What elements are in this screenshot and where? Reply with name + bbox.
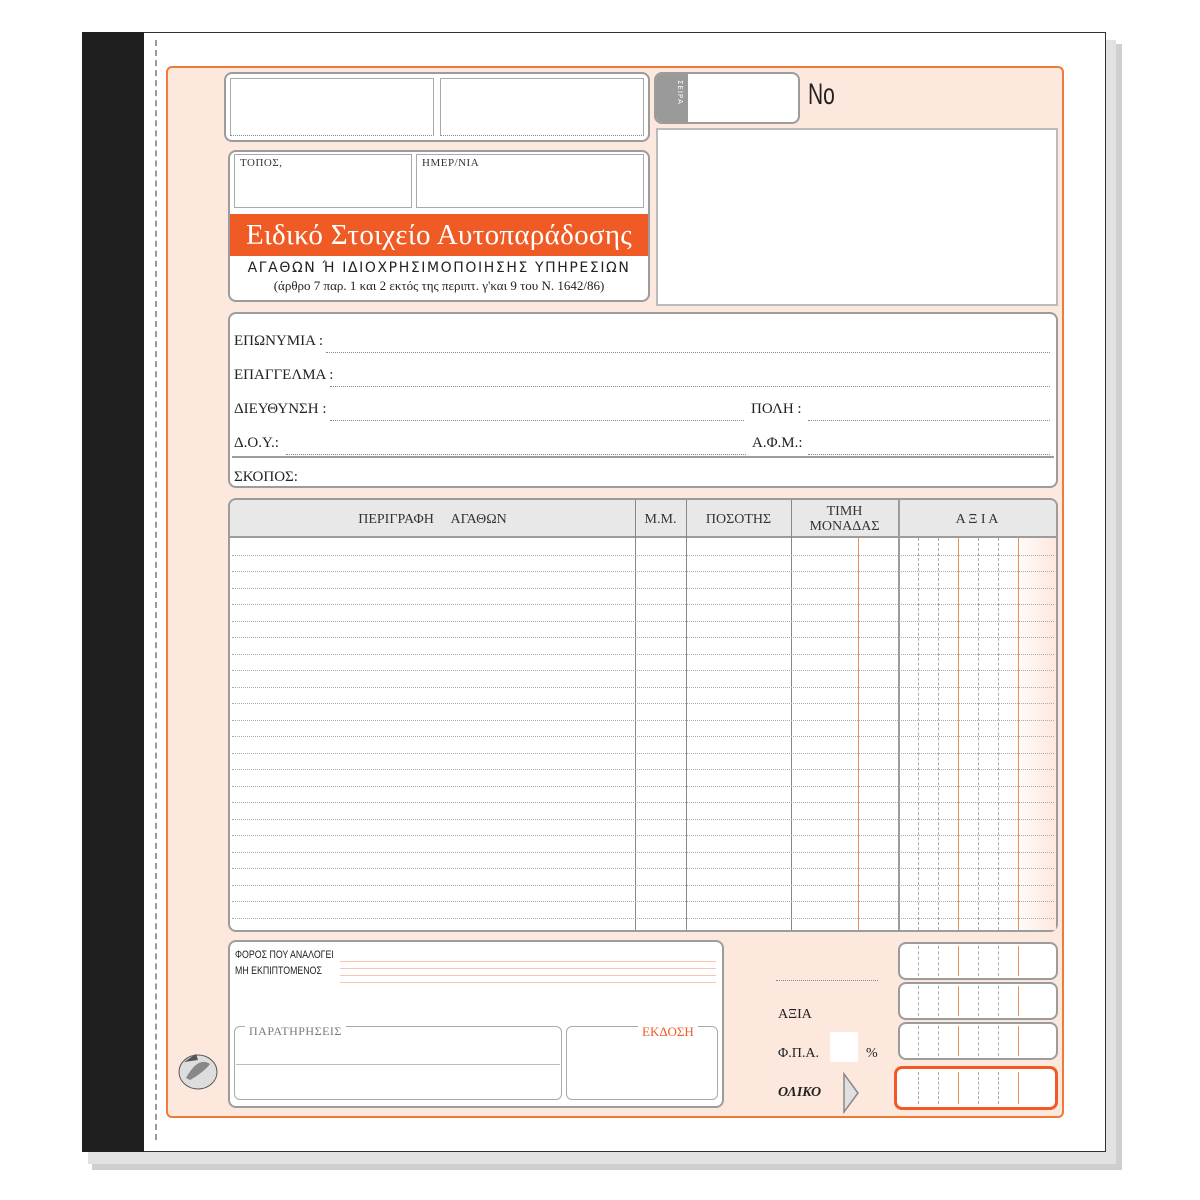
- column-line: [686, 500, 687, 930]
- date-label: ΗΜΕΡ/ΝΙΑ: [422, 157, 480, 169]
- address-field[interactable]: [330, 420, 744, 421]
- item-row-line: [232, 802, 1054, 803]
- item-row-line: [232, 670, 1054, 671]
- customer-info-box: [228, 312, 1058, 488]
- totals-digit-line: [1018, 1026, 1019, 1056]
- item-row-line: [232, 654, 1054, 655]
- profession-field[interactable]: [330, 386, 1050, 387]
- totals-digit-line: [1018, 1072, 1019, 1104]
- totals-digit-line: [938, 986, 939, 1016]
- column-header-unit-price-1: ΤΙΜΗ: [826, 503, 863, 519]
- vat-percent-field[interactable]: [830, 1032, 858, 1062]
- totals-digit-line: [938, 946, 939, 976]
- item-row-line: [232, 835, 1054, 836]
- column-line: [635, 500, 636, 930]
- decimal-line: [858, 538, 859, 930]
- totals-digit-line: [998, 1072, 999, 1104]
- totals-digit-line: [978, 1026, 979, 1056]
- item-row-line: [232, 588, 1054, 589]
- tax-office-label: Δ.Ο.Υ.:: [234, 435, 279, 451]
- perforation-line: [155, 40, 157, 1140]
- totals-digit-line: [1018, 986, 1019, 1016]
- column-line: [898, 500, 900, 930]
- tax-label-1: ΦΟΡΟΣ ΠΟΥ ΑΝΑΛΟΓΕΙ: [235, 949, 334, 961]
- city-label: ΠΟΛΗ :: [751, 401, 802, 417]
- place-label: ΤΟΠΟΣ,: [240, 157, 283, 169]
- column-header-value: Α Ξ Ι Α: [955, 511, 999, 527]
- issuer-info-box[interactable]: [656, 128, 1058, 306]
- item-row-line: [232, 687, 1054, 688]
- header-field-left[interactable]: [230, 78, 434, 136]
- totals-digit-line: [958, 1072, 959, 1104]
- totals-digit-line: [998, 1026, 999, 1056]
- totals-digit-line: [998, 986, 999, 1016]
- profession-label: ΕΠΑΓΓΕΛΜΑ :: [234, 367, 334, 383]
- item-row-line: [232, 786, 1054, 787]
- purpose-label: ΣΚΟΠΟΣ:: [234, 469, 298, 485]
- item-row-line: [232, 819, 1054, 820]
- item-row-line: [232, 703, 1054, 704]
- totals-total-label: ΟΛΙΚΟ: [778, 1085, 822, 1100]
- binding-spine: [82, 32, 144, 1152]
- city-field[interactable]: [808, 420, 1050, 421]
- vat-percent-sign: %: [866, 1046, 878, 1061]
- digit-line: [958, 538, 959, 930]
- column-header-unit: Μ.Μ.: [644, 511, 677, 527]
- header-field-right[interactable]: [440, 78, 644, 136]
- company-name-label: ΕΠΩΝΥΜΙΑ :: [234, 333, 324, 349]
- totals-digit-line: [978, 986, 979, 1016]
- document-legal-note: (άρθρο 7 παρ. 1 και 2 εκτός της περιπτ. γ'και 9 του Ν. 1642/86): [273, 278, 605, 293]
- item-row-line: [232, 753, 1054, 754]
- item-row-line: [232, 621, 1054, 622]
- item-row-line: [232, 868, 1054, 869]
- totals-digit-line: [978, 1072, 979, 1104]
- totals-digit-line: [978, 946, 979, 976]
- column-header-unit-price-2: ΜΟΝΑΔΑΣ: [809, 518, 880, 534]
- tax-lines[interactable]: [340, 955, 716, 987]
- item-row-line: [232, 555, 1054, 556]
- address-label: ΔΙΕΥΘΥΝΣΗ :: [234, 401, 327, 417]
- totals-digit-line: [918, 986, 919, 1016]
- tax-office-field[interactable]: [286, 454, 746, 455]
- totals-digit-line: [958, 1026, 959, 1056]
- total-arrow-icon: [842, 1072, 860, 1114]
- column-header-quantity: ΠΟΣΟΤΗΣ: [705, 511, 772, 527]
- totals-vat-label: Φ.Π.Α.: [778, 1046, 819, 1061]
- item-row-line: [232, 852, 1054, 853]
- vat-number-label: Α.Φ.Μ.:: [752, 435, 803, 451]
- totals-digit-line: [998, 946, 999, 976]
- customer-divider: [232, 456, 1054, 458]
- item-row-line: [232, 604, 1054, 605]
- totals-digit-line: [918, 1072, 919, 1104]
- item-row-line: [232, 720, 1054, 721]
- item-row-line: [232, 769, 1054, 770]
- document-number-label: No: [808, 78, 835, 111]
- publisher-logo-icon: [176, 1050, 220, 1092]
- digit-line: [998, 538, 999, 930]
- document-subtitle: ΑΓΑΘΩΝ Ή ΙΔΙΟΧΡΗΣΙΜΟΠΟΙΗΣΗΣ ΥΠΗΡΕΣΙΩΝ: [247, 260, 631, 276]
- vat-number-field[interactable]: [808, 454, 1050, 455]
- totals-digit-line: [918, 946, 919, 976]
- digit-line: [938, 538, 939, 930]
- digit-line: [978, 538, 979, 930]
- tax-label-2: ΜΗ ΕΚΠΙΠΤΟΜΕΝΟΣ: [235, 965, 322, 977]
- item-row-line: [232, 885, 1054, 886]
- item-row-line: [232, 736, 1054, 737]
- issue-label: ΕΚΔΟΣΗ: [638, 1024, 698, 1040]
- remarks-divider: [236, 1064, 560, 1065]
- document-title: Ειδικό Στοιχείο Αυτοπαράδοσης: [230, 214, 648, 256]
- totals-digit-line: [918, 1026, 919, 1056]
- item-row-line: [232, 918, 1054, 919]
- totals-digit-line: [938, 1072, 939, 1104]
- totals-dotted-line: [776, 980, 878, 981]
- item-row-line: [232, 901, 1054, 902]
- column-line: [791, 500, 792, 930]
- totals-digit-line: [958, 946, 959, 976]
- totals-digit-line: [958, 986, 959, 1016]
- digit-line: [1018, 538, 1019, 930]
- item-row-line: [232, 571, 1054, 572]
- company-name-field[interactable]: [326, 352, 1050, 353]
- totals-digit-line: [1018, 946, 1019, 976]
- series-tab-label: ΣΕΙΡΑ: [676, 80, 684, 105]
- totals-digit-line: [938, 1026, 939, 1056]
- totals-value-label: ΑΞΙΑ: [778, 1007, 812, 1022]
- value-column-bg: [898, 538, 1056, 930]
- remarks-label: ΠΑΡΑΤΗΡΗΣΕΙΣ: [245, 1024, 346, 1039]
- digit-line: [918, 538, 919, 930]
- column-header-description: ΠΕΡΙΓΡΑΦΗ ΑΓΑΘΩΝ: [358, 511, 507, 527]
- item-row-line: [232, 637, 1054, 638]
